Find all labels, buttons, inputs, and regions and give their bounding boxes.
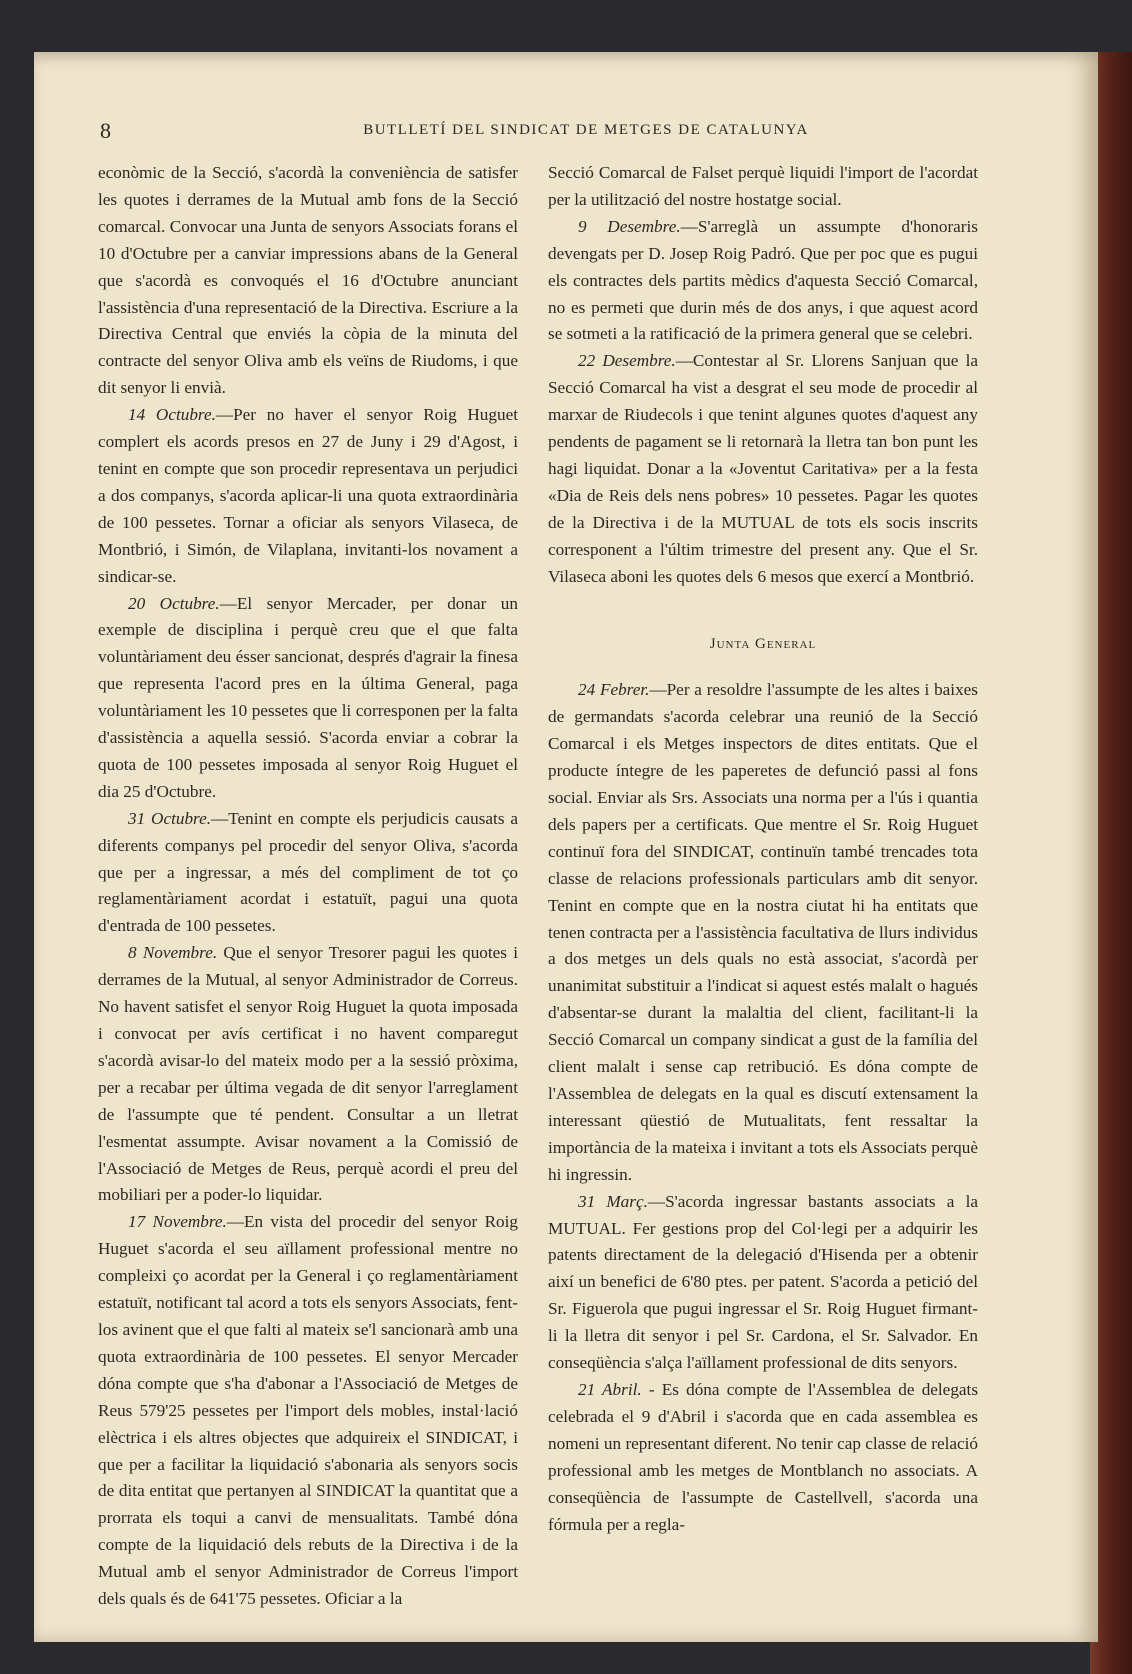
entry-text: —El senyor Mercader, per donar un exemple de disciplina i perquè creu que el que falta voluntàriament deu ésser sancionat, després d'agrair la finesa que representa l'acord pres en la última General, paga voluntàriament les 10 pessetes que li corresponen per la falta d'assistència a aquella sessió. S'acorda enviar a cobrar la quota de 100 pessetes imposada al senyor Roig Huguet el dia 25 d'Octubre.	[98, 593, 518, 801]
entry-date: 21 Abril.	[578, 1379, 642, 1399]
entry-text: —Per no haver el senyor Roig Huguet complert els acords presos en 27 de Juny i 29 d'Agost, i tenint en compte que son procedir representava un perjudici a dos companys, s'acorda aplicar-li una quota extraordinària de 100 pessetes. Tornar a oficiar als senyors Vilaseca, de Montbrió, i Simón, de Vilaplana, invitanti-los novament a sindicar-se.	[98, 405, 518, 586]
right-column	[548, 160, 978, 1538]
entry-text: - Es dóna compte de l'Assemblea de delegats celebrada el 9 d'Abril i s'acorda que en cada assemblea es nomeni un representant diferent. No tenir cap classe de relació professional amb les metges de Montblanch no associats. A conseqüència de l'assumpte de Castellvell, s'acorda una fórmula per a regla-	[548, 1379, 979, 1534]
page-number: 8	[100, 118, 111, 143]
minutes-entry	[98, 806, 518, 941]
entry-date: 20 Octubre.	[128, 593, 220, 613]
left-intro-paragraph: econòmic de la Secció, s'acordà la conveniència de satisfer les quotes i derrames de la Mutual amb fons de la Secció comarcal. Convocar una Junta de senyors Associats forans el 10 d'Octubre per a canviar impressions abans de la General que s'acordà es convoqués el 16 d'Octubre anunciant l'assistència d'una representació de la Directiva. Escriure a la Directiva Central que enviés la còpia de la minuta del contracte del senyor Oliva amb els veïns de Riudoms, i que dit senyor li envià.	[98, 163, 518, 398]
entry-date: 17 Novembre.	[128, 1212, 227, 1232]
entry-text: Que el senyor Tresorer pagui les quotes i derrames de la Mutual, al senyor Administrador de Correus. No havent satisfet el senyor Roig Huguet la quota imposada i convocat per avís certificat i no havent comparegut s'acordà avisar-lo del mateix modo per a la sessió pròxima, per a recabar per última vegada de dit senyor l'arreglament de l'assumpte que té pendent. Consultar a un lletrat l'esmentat assumpte. Avisar novament a la Comissió de l'Associació de Metges de Reus, perquè acordi el preu del mobiliari per a poder-lo liquidar.	[98, 943, 518, 1205]
minutes-entry	[98, 591, 518, 806]
entry-date: 24 Febrer.	[578, 680, 650, 700]
minutes-entry	[548, 348, 978, 590]
entry-date: 31 Octubre.	[128, 808, 212, 828]
entry-date: 8 Novembre.	[128, 943, 218, 963]
minutes-entry	[548, 214, 978, 349]
minutes-entry	[548, 1377, 978, 1538]
entry-date: 22 Desembre.	[578, 351, 676, 371]
entry-text: —S'arreglà un assumpte d'honoraris devengats per D. Josep Roig Padró. Que per poc que es pugui els contractes dels partits mèdics d'aquesta Secció Comarcal, no es permeti que durin més de dos anys, i que aquest acord se sotmeti a la ratificació de la primera general que se celebri.	[548, 216, 978, 344]
entry-text: —Contestar al Sr. Llorens Sanjuan que la Secció Comarcal ha vist a desgrat el seu mode de procedir al marxar de Riudecols i que tenint algunes quotes d'aquest any pendents de pagament se li retornarà la lletra tan bon punt les hagi liquidat. Donar a la «Joventut Caritativa» per a la festa «Dia de Reis dels nens pobres» 10 pessetes. Pagar les quotes de la Directiva i de la MUTUAL de tots els socis inscrits corresponent a l'últim trimestre del present any. Que el Sr. Vilaseca aboni les quotes dels 6 mesos que exercí a Montbrió.	[548, 351, 978, 586]
running-title: BUTLLETÍ DEL SINDICAT DE METGES DE CATALUNYA	[363, 122, 809, 138]
entry-text: —Per a resoldre l'assumpte de les altes i baixes de germandats s'acorda celebrar una reunió de la Secció Comarcal i els Metges inspectors de dites entitats. Que el producte íntegre de les paperetes de defunció passi al fons social. Enviar als Srs. Associats una norma per a l'ús i quantia dels papers per a certificats. Que mentre el Sr. Roig Huguet continuï fora del SINDICAT, continuïn també trencades tota classe de relacions professionals particulars amb dit senyor. Tenint en compte que en la nostra ciutat hi ha entitats que tenen contracta per a l'assistència facultativa de llurs individus a dos metges un dels quals no està associat, s'acordà per unanimitat substituir a l'indicat si aquest estés malalt o hagués d'absentar-se durant la malaltia del client, facilitant-li la Secció Comarcal un company sindicat a gust de la família del client malalt i sense cap retribució. Es dóna compte de l'Assemblea de delegats en la qual es discutí extensament la interessant qüestió de Mutualitats, fent ressaltar la importància de la mateixa i invitant a tots els Associats perquè hi ingressin.	[548, 680, 978, 1184]
section-title: Junta General	[709, 635, 817, 652]
entry-date: 14 Octubre.	[128, 405, 216, 425]
right-intro-paragraph: Secció Comarcal de Falset perquè liquidi l'import de l'acordat per la utilització del nostre hostatge social.	[548, 163, 978, 209]
left-column	[98, 160, 518, 1613]
entry-text: —S'acorda ingressar bastants associats a la MUTUAL. Fer gestions prop del Col·legi per a adquirir les patents directament de la delegació d'Hisenda per a obtenir així un benefici de 6'80 ptes. per patent. S'acorda a petició del Sr. Figuerola que pugui ingressar el Sr. Roig Huguet firmant-li la lletra dit senyor i pel Sr. Cardona, el Sr. Salvador. En conseqüència s'alça l'aïllament professional de dits senyors.	[548, 1191, 979, 1373]
entry-text: —Tenint en compte els perjudicis causats a diferents companys pel procedir del senyor Oliva, s'acorda que per a ingressar, a més del compliment de tot ço reglamentàriament acordat i estatuït, pagui una quota d'entrada de 100 pessetes.	[98, 808, 518, 936]
page-header	[100, 118, 1072, 148]
entry-date: 31 Març.	[578, 1191, 648, 1211]
minutes-entry	[98, 402, 518, 590]
minutes-entry	[98, 1209, 518, 1613]
minutes-entry	[98, 940, 518, 1209]
minutes-entry	[548, 677, 978, 1188]
entry-text: —En vista del procedir del senyor Roig Huguet s'acorda el seu aïllament professional mentre no compleixi ço acordat per la General i ço reglamentàriament estatuït, notificant tal acord a tots els senyors Associats, fent-los avinent que el que falti al mateix se'l sancionarà amb una quota extraordinària de 100 pessetes. El senyor Mercader dóna compte que s'ha d'abonar a l'Associació de Metges de Reus 579'25 pessetes per l'import dels mobles, instal·lació elèctrica i els altres objectes que adquireix el SINDICAT, i que per a facilitar la liquidació s'abonaria als senyors socis de dita entitat que pertanyen al SINDICAT la quantitat que a prorrata els toqui a canvi de mensualitats. També dóna compte de la liquidació dels rebuts de la Directiva i de la Mutual amb el senyor Administrador de Correus l'import dels quals és de 641'75 pessetes. Oficiar a la	[98, 1212, 519, 1609]
minutes-entry	[548, 1189, 978, 1377]
entry-date: 9 Desembre.	[578, 216, 681, 236]
